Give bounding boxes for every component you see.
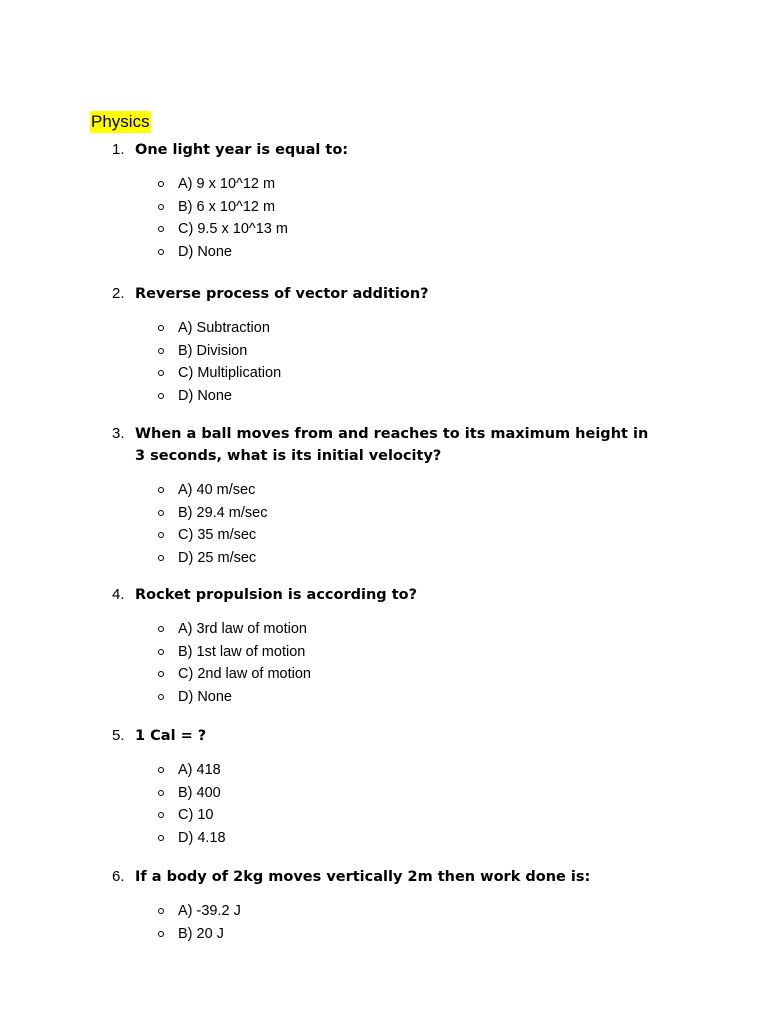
circle-bullet-icon <box>158 226 164 232</box>
option-item <box>112 241 652 264</box>
option-text: D) None <box>178 387 232 404</box>
option-item <box>112 524 652 547</box>
option-item <box>112 218 652 241</box>
option-item <box>112 804 652 827</box>
circle-bullet-icon <box>158 908 164 914</box>
option-text: C) 9.5 x 10^13 m <box>178 221 288 238</box>
circle-bullet-icon <box>158 835 164 841</box>
question-number: 5. <box>112 727 125 744</box>
option-list <box>112 618 652 708</box>
question-heading <box>112 139 652 161</box>
option-item <box>112 196 652 219</box>
option-item <box>112 618 652 641</box>
circle-bullet-icon <box>158 393 164 399</box>
circle-bullet-icon <box>158 204 164 210</box>
option-text: B) 400 <box>178 784 221 801</box>
question-text: Reverse process of vector addition? <box>135 286 429 302</box>
option-text: C) 10 <box>178 807 214 824</box>
circle-bullet-icon <box>158 626 164 632</box>
option-item <box>112 827 652 850</box>
option-item <box>112 340 652 363</box>
circle-bullet-icon <box>158 510 164 516</box>
option-text: A) 9 x 10^12 m <box>178 176 276 193</box>
circle-bullet-icon <box>158 694 164 700</box>
option-list <box>112 479 652 569</box>
option-text: D) 25 m/sec <box>178 549 257 566</box>
question-heading <box>112 725 652 747</box>
option-text: B) 1st law of motion <box>178 643 306 660</box>
circle-bullet-icon <box>158 767 164 773</box>
option-item <box>112 686 652 709</box>
option-item <box>112 663 652 686</box>
question-number: 6. <box>112 868 125 885</box>
option-text: A) 3rd law of motion <box>178 621 307 638</box>
option-text: A) 418 <box>178 762 221 779</box>
option-text: D) None <box>178 688 232 705</box>
option-text: D) 4.18 <box>178 829 226 846</box>
option-item <box>112 479 652 502</box>
question-text: When a ball moves from and reaches to its maximum height in 3 seconds, what is its initial velocity? <box>135 426 649 464</box>
option-text: D) None <box>178 243 232 260</box>
circle-bullet-icon <box>158 487 164 493</box>
option-text: B) Division <box>178 342 248 359</box>
circle-bullet-icon <box>158 249 164 255</box>
question-number: 4. <box>112 586 125 603</box>
circle-bullet-icon <box>158 370 164 376</box>
option-text: B) 6 x 10^12 m <box>178 198 276 215</box>
option-text: A) -39.2 J <box>178 903 241 920</box>
option-text: A) Subtraction <box>178 320 270 337</box>
circle-bullet-icon <box>158 348 164 354</box>
question-number: 2. <box>112 285 125 302</box>
option-text: C) Multiplication <box>178 365 282 382</box>
option-item <box>112 900 652 923</box>
circle-bullet-icon <box>158 325 164 331</box>
option-text: A) 40 m/sec <box>178 482 256 499</box>
option-text: C) 2nd law of motion <box>178 666 311 683</box>
option-item <box>112 547 652 570</box>
question-text: 1 Cal = ? <box>135 728 207 744</box>
question-heading <box>112 584 652 606</box>
option-item <box>112 362 652 385</box>
option-list <box>112 759 652 849</box>
section-title: Physics <box>91 112 150 131</box>
option-item <box>112 782 652 805</box>
option-text: C) 35 m/sec <box>178 527 257 544</box>
circle-bullet-icon <box>158 555 164 561</box>
circle-bullet-icon <box>158 671 164 677</box>
question-number: 3. <box>112 425 125 442</box>
question-text: Rocket propulsion is according to? <box>135 587 418 603</box>
circle-bullet-icon <box>158 181 164 187</box>
question-6 <box>112 866 652 945</box>
option-item <box>112 317 652 340</box>
option-item <box>112 759 652 782</box>
question-5 <box>112 725 652 849</box>
question-heading <box>112 283 652 305</box>
option-item <box>112 923 652 946</box>
circle-bullet-icon <box>158 812 164 818</box>
circle-bullet-icon <box>158 649 164 655</box>
question-heading <box>112 423 652 467</box>
question-2 <box>112 283 652 407</box>
option-list <box>112 900 652 945</box>
option-text: B) 20 J <box>178 925 224 942</box>
option-item <box>112 502 652 525</box>
circle-bullet-icon <box>158 790 164 796</box>
question-text: One light year is equal to: <box>135 142 349 158</box>
question-1 <box>112 139 652 263</box>
option-item <box>112 173 652 196</box>
option-text: B) 29.4 m/sec <box>178 504 268 521</box>
option-list <box>112 317 652 407</box>
question-number: 1. <box>112 141 125 158</box>
option-item <box>112 641 652 664</box>
option-item <box>112 385 652 408</box>
option-list <box>112 173 652 263</box>
circle-bullet-icon <box>158 532 164 538</box>
circle-bullet-icon <box>158 931 164 937</box>
question-3 <box>112 423 652 569</box>
question-heading <box>112 866 652 888</box>
question-4 <box>112 584 652 708</box>
question-text: If a body of 2kg moves vertically 2m then work done is: <box>135 869 591 885</box>
